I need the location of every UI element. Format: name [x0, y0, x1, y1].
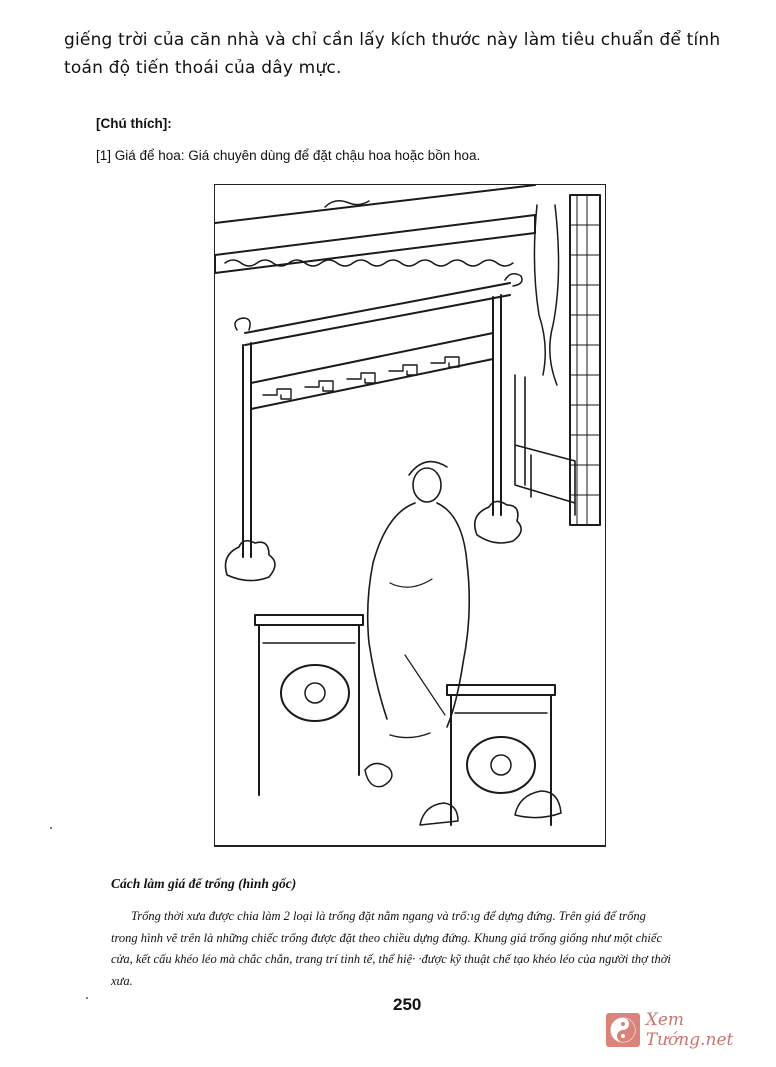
scan-speck: [86, 997, 88, 999]
figure-illustration: [214, 184, 606, 847]
caption-body: Trống thời xưa được chia làm 2 loại là trống đặt nằm ngang và trố:ıg để dựng đứng. Trên giá để trống trong hình vẽ trên là những chiếc trống được đặt theo chiều dựng đứng. Khung giá trống giống như một chiếc cửa, kết cấu khéo léo mà chắc chắn, trang trí tinh tế, thể hiệ· ·được kỹ thuật chế tạo khéo léo của người thợ thời xưa.: [111, 909, 671, 988]
note-item: [1] Giá để hoa: Giá chuyên dùng để đặt chậu hoa hoặc bồn hoa.: [96, 148, 481, 163]
yin-yang-icon: [606, 1013, 640, 1047]
page-number: 250: [393, 995, 422, 1014]
caption-title: Cách làm giá để trống (hình gốc): [111, 876, 297, 891]
watermark: [606, 1012, 776, 1048]
intro-paragraph: giếng trời của căn nhà và chỉ cần lấy kích thước này làm tiêu chuẩn để tính toán độ tiến thoái của dây mực.: [64, 30, 721, 78]
notes-title: [Chú thích]:: [96, 116, 172, 131]
scan-speck: [50, 827, 52, 829]
watermark-text: Xem Tướng.net: [645, 1010, 734, 1050]
woodcut-illustration-drum-stands: [215, 185, 606, 847]
